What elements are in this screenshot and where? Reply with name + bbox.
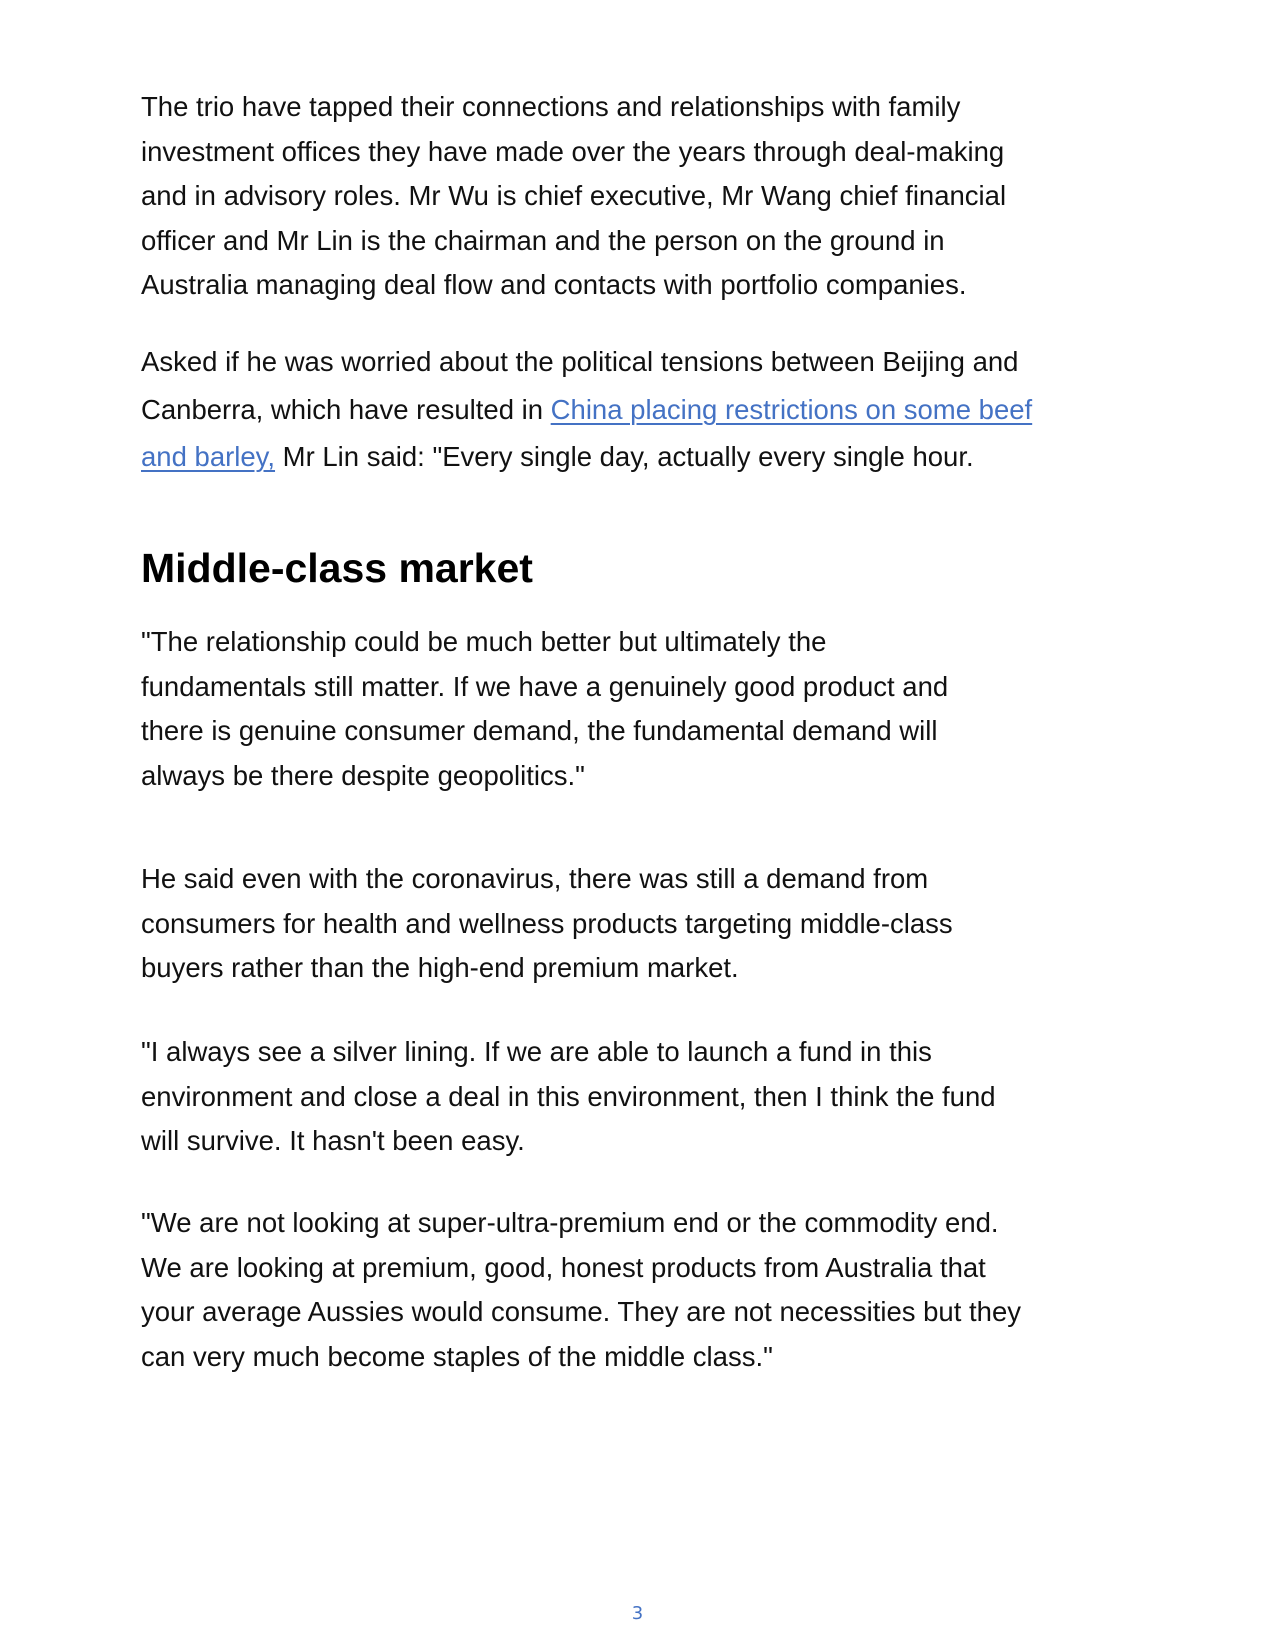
paragraph-line: will survive. It hasn't been easy. xyxy=(141,1125,525,1156)
paragraph-line: "We are not looking at super-ultra-premium end or the commodity end. xyxy=(141,1207,999,1238)
paragraph-political-tensions xyxy=(141,338,1111,481)
paragraph-line: your average Aussies would consume. They are not necessities but they xyxy=(141,1296,1021,1327)
paragraph-line: consumers for health and wellness products targeting middle-class xyxy=(141,907,953,939)
paragraph-line: officer and Mr Lin is the chairman and the person on the ground in xyxy=(141,224,945,256)
paragraph-line: always be there despite geopolitics." xyxy=(141,759,585,791)
paragraph-line: investment offices they have made over the years through deal-making xyxy=(141,135,1005,167)
page-number: 3 xyxy=(631,1603,644,1624)
paragraph-relationship-quote xyxy=(141,620,1111,798)
paragraph-line: there is genuine consumer demand, the fundamental demand will xyxy=(141,715,938,746)
paragraph-line: "I always see a silver lining. If we are able to launch a fund in this xyxy=(141,1036,932,1067)
paragraph-line: environment and close a deal in this environment, then I think the fund xyxy=(141,1080,996,1112)
paragraph-line xyxy=(141,433,1111,481)
paragraph-line-text: Mr Lin said: "Every single day, actually every single hour. xyxy=(275,441,974,472)
paragraph-coronavirus-demand xyxy=(141,857,1111,991)
paragraph-silver-lining xyxy=(141,1030,1111,1164)
paragraph-trio-connections xyxy=(141,85,1111,308)
paragraph-line: and in advisory roles. Mr Wu is chief executive, Mr Wang chief financial xyxy=(141,180,1007,211)
paragraph-line-text: Canberra, which have resulted in xyxy=(141,393,551,425)
china-restrictions-link-continued[interactable]: and barley, xyxy=(141,441,276,472)
paragraph-line: can very much become staples of the middle class." xyxy=(141,1340,773,1372)
paragraph-line xyxy=(141,386,1111,434)
paragraph-line: We are looking at premium, good, honest products from Australia that xyxy=(141,1251,986,1283)
paragraph-line: Asked if he was worried about the political tensions between Beijing and xyxy=(141,346,1019,377)
paragraph-line: fundamentals still matter. If we have a genuinely good product and xyxy=(141,670,949,702)
paragraph-line: He said even with the coronavirus, there was still a demand from xyxy=(141,863,929,894)
paragraph-line: buyers rather than the high-end premium market. xyxy=(141,952,739,983)
paragraph-line: Australia managing deal flow and contacts with portfolio companies. xyxy=(141,269,967,300)
paragraph-premium-products xyxy=(141,1201,1111,1379)
section-heading: Middle-class market xyxy=(141,545,533,591)
china-restrictions-link[interactable]: China placing restrictions on some beef xyxy=(550,393,1033,425)
paragraph-line: "The relationship could be much better but ultimately the xyxy=(141,626,827,657)
paragraph-line: The trio have tapped their connections and relationships with family xyxy=(141,91,961,122)
